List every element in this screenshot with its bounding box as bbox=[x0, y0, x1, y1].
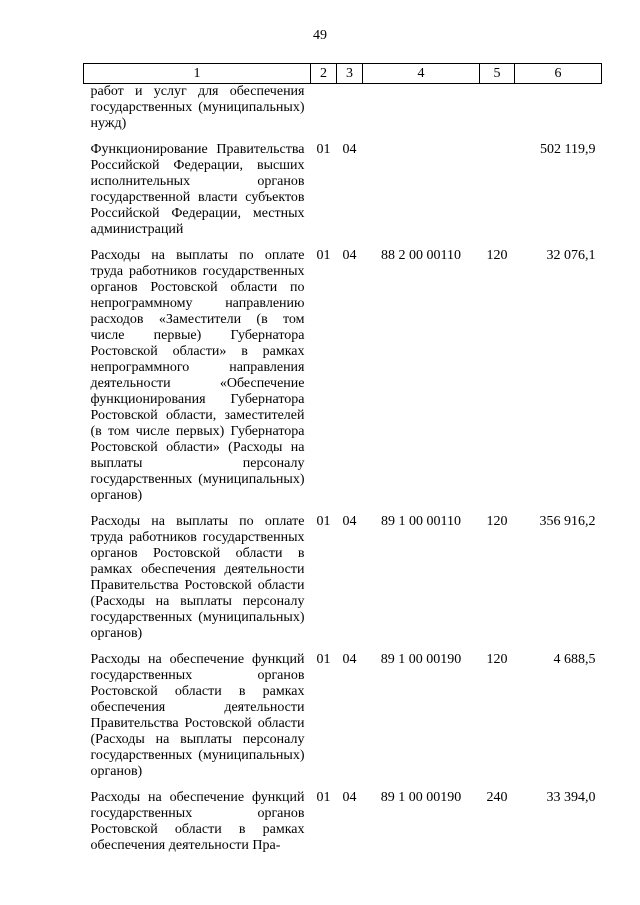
row-section: 01 bbox=[316, 652, 331, 667]
row-name: Функционирование Правительства Российской Федерации, высших исполнительных органов государственной власти субъектов Российской Федерации, местных администраций bbox=[90, 142, 305, 237]
table-row bbox=[84, 142, 602, 248]
table-row bbox=[84, 248, 602, 514]
row-target-article: 88 2 00 00110 bbox=[381, 248, 461, 263]
table-body bbox=[84, 84, 602, 855]
table-row bbox=[84, 790, 602, 854]
row-expense-type: 120 bbox=[486, 248, 508, 263]
row-section: 01 bbox=[316, 790, 331, 805]
row-subsection: 04 bbox=[342, 248, 357, 263]
table-row bbox=[84, 652, 602, 790]
row-target-article: 89 1 00 00190 bbox=[380, 790, 462, 805]
row-target-article: 89 1 00 00190 bbox=[380, 652, 462, 667]
row-section: 01 bbox=[316, 248, 331, 263]
row-target-article: 89 1 00 00110 bbox=[381, 514, 461, 529]
header-col-3: 3 bbox=[337, 64, 363, 84]
row-amount: 502 119,9 bbox=[540, 142, 596, 157]
row-subsection: 04 bbox=[342, 142, 357, 157]
row-subsection: 04 bbox=[342, 514, 357, 529]
row-target-article bbox=[363, 142, 480, 248]
row-name: Расходы на обеспечение функций государственных органов Ростовской области в рамках обеспечения деятельности Правительства Ростовской области (Расходы на выплаты персоналу государственных (муниципальных) органов) bbox=[90, 652, 305, 779]
row-section: 01 bbox=[316, 514, 331, 529]
row-subsection: 04 bbox=[342, 790, 357, 805]
header-row bbox=[84, 64, 602, 84]
row-name: работ и услуг для обеспечения государственных (муниципальных) нужд) bbox=[90, 84, 305, 131]
header-col-4: 4 bbox=[363, 64, 480, 84]
row-expense-type bbox=[480, 142, 515, 248]
row-name: Расходы на выплаты по оплате труда работников государственных органов Ростовской области по непрограммному направлению расходов «Заместители (в том числе первые) Губернатора Ростовской области» в рамках непрограммного направления деятельности «Обеспечение функционирования Губернатора Ростовской области, заместителей (в том числе первых) Губернатора Ростовской области» (Расходы на выплаты персоналу государственных (муниципальных) органов) bbox=[90, 248, 305, 503]
row-expense-type: 120 bbox=[486, 514, 508, 529]
row-amount: 33 394,0 bbox=[546, 790, 596, 805]
row-name: Расходы на выплаты по оплате труда работников государственных органов Ростовской области в рамках обеспечения деятельности Правительства Ростовской области (Расходы на выплаты персоналу государственных (муниципальных) органов) bbox=[90, 514, 305, 641]
table-row bbox=[84, 84, 602, 143]
table-header bbox=[84, 64, 602, 84]
table-row bbox=[84, 514, 602, 652]
row-expense-type bbox=[480, 84, 515, 143]
row-section: 01 bbox=[316, 142, 331, 157]
row-amount bbox=[515, 84, 602, 143]
header-col-2: 2 bbox=[311, 64, 337, 84]
row-amount: 32 076,1 bbox=[546, 248, 596, 263]
header-col-6: 6 bbox=[515, 64, 602, 84]
budget-table bbox=[83, 63, 602, 854]
header-col-5: 5 bbox=[480, 64, 515, 84]
row-amount: 4 688,5 bbox=[553, 652, 596, 667]
row-target-article bbox=[363, 84, 480, 143]
row-subsection: 04 bbox=[342, 652, 357, 667]
header-col-1: 1 bbox=[84, 64, 311, 84]
row-expense-type: 240 bbox=[486, 790, 508, 805]
row-section bbox=[311, 84, 337, 143]
page-number: 49 bbox=[313, 28, 327, 43]
row-subsection bbox=[337, 84, 363, 143]
row-name: Расходы на обеспечение функций государственных органов Ростовской области в рамках обеспечения деятельности Пра- bbox=[90, 790, 305, 853]
row-amount: 356 916,2 bbox=[539, 514, 596, 529]
row-expense-type: 120 bbox=[486, 652, 508, 667]
